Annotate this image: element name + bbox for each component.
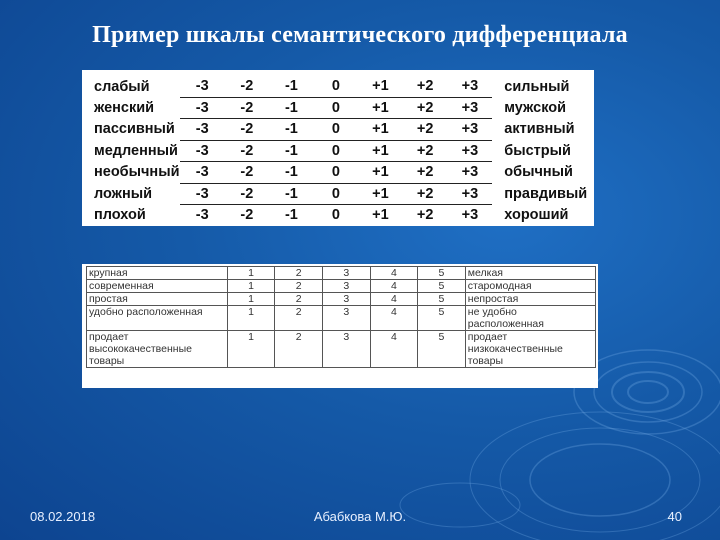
scale2-value: 4	[370, 280, 418, 293]
footer-date: 08.02.2018	[30, 509, 96, 524]
scale2-value: 5	[418, 331, 466, 368]
scale2-value: 1	[227, 306, 275, 331]
scale2-value: 5	[418, 267, 466, 280]
scale1-row	[92, 97, 594, 119]
semantic-differential-scale-five-point	[82, 264, 598, 388]
scale1-row	[92, 76, 594, 97]
scale1-value: +2	[403, 76, 448, 97]
scale1-value: -1	[269, 119, 314, 141]
scale1-left-adjective: медленный	[94, 142, 178, 159]
scale1-right-adjective: правдивый	[504, 185, 588, 202]
scale1-row	[92, 183, 594, 205]
scale1-value: -1	[269, 97, 314, 119]
scale2-row	[87, 293, 596, 306]
scale2-right-attribute: старомодная	[465, 280, 595, 293]
scale2-value: 4	[370, 331, 418, 368]
scale1-value: 0	[314, 76, 358, 97]
scale1-value: +2	[403, 162, 448, 184]
scale2-value: 2	[275, 293, 323, 306]
scale1-left-adjective: плохой	[94, 207, 146, 223]
scale2-value: 3	[322, 331, 370, 368]
scale2-value: 5	[418, 293, 466, 306]
scale1-value: 0	[314, 183, 358, 205]
scale1-value: +1	[358, 97, 403, 119]
scale1-value: +1	[358, 162, 403, 184]
scale1-value: 0	[314, 119, 358, 141]
scale1-value: -2	[225, 97, 270, 119]
scale1-value: +2	[416, 207, 434, 224]
scale1-value: -1	[284, 207, 298, 224]
scale1-value: +3	[461, 207, 479, 224]
scale1-value: -3	[180, 119, 225, 141]
scale1-right-adjective: мужской	[504, 99, 567, 116]
scale1-right-adjective: активный	[504, 121, 575, 138]
scale2-value: 4	[370, 293, 418, 306]
scale2-left-attribute: современная	[87, 280, 228, 293]
scale2-value: 1	[227, 267, 275, 280]
scale2-value: 2	[275, 306, 323, 331]
scale2-value: 2	[275, 280, 323, 293]
scale1-value: 0	[331, 207, 340, 224]
scale1-right-adjective: быстрый	[504, 142, 571, 159]
scale1-value: +3	[448, 119, 493, 141]
scale1-value: +3	[448, 140, 493, 162]
scale1-right-adjective: сильный	[504, 78, 570, 95]
scale2-row	[87, 306, 596, 331]
scale1-value: -3	[180, 97, 225, 119]
scale1-value: +1	[358, 183, 403, 205]
scale1-value: +2	[403, 97, 448, 119]
scale2-right-attribute: продает низкокачественные товары	[465, 331, 595, 368]
scale2-value: 4	[370, 267, 418, 280]
scale2-left-attribute: продает высококачественные товары	[87, 331, 228, 368]
scale1-value: -2	[225, 183, 270, 205]
scale1-left-adjective: необычный	[94, 164, 180, 181]
scale2-row	[87, 280, 596, 293]
scale2-value: 3	[322, 306, 370, 331]
scale1-value: +1	[358, 119, 403, 141]
scale2-right-attribute: мелкая	[465, 267, 595, 280]
scale1-row	[92, 119, 594, 141]
scale1-value: +1	[372, 207, 389, 224]
scale2-value: 1	[227, 293, 275, 306]
scale1-value: -1	[269, 140, 314, 162]
scale1-right-adjective: обычный	[504, 164, 573, 181]
five-point-table	[86, 266, 596, 368]
scale1-value: 0	[314, 140, 358, 162]
scale2-right-attribute: не удобно расположенная	[465, 306, 595, 331]
scale2-value: 3	[322, 293, 370, 306]
scale1-value: +3	[448, 76, 493, 97]
scale1-value: -2	[240, 207, 254, 224]
footer-page-number: 40	[667, 509, 682, 524]
scale1-value: +3	[448, 162, 493, 184]
scale2-row	[87, 267, 596, 280]
scale2-value: 3	[322, 267, 370, 280]
scale2-value: 5	[418, 306, 466, 331]
scale1-value: -3	[180, 76, 225, 97]
scale2-value: 2	[275, 331, 323, 368]
footer-author: Абабкова М.Ю.	[313, 509, 407, 524]
scale1-value: 0	[314, 97, 358, 119]
scale1-value: -2	[225, 76, 270, 97]
scale1-row	[92, 140, 594, 162]
scale1-value: +2	[403, 183, 448, 205]
scale1-value: -2	[225, 119, 270, 141]
scale1-value: +3	[448, 97, 493, 119]
scale2-value: 1	[227, 280, 275, 293]
scale1-left-adjective: женский	[94, 99, 155, 116]
scale1-value: -2	[225, 140, 270, 162]
scale1-row	[92, 205, 594, 226]
scale1-value: -1	[269, 162, 314, 184]
scale2-value: 3	[322, 280, 370, 293]
scale1-right-adjective: хороший	[504, 207, 569, 223]
scale2-value: 4	[370, 306, 418, 331]
scale2-left-attribute: удобно расположенная	[87, 306, 228, 331]
scale1-value: -2	[225, 162, 270, 184]
scale1-value: +2	[403, 140, 448, 162]
scale1-value: -1	[269, 183, 314, 205]
slide-title: Пример шкалы семантического дифференциала	[92, 22, 628, 48]
scale2-value: 1	[227, 331, 275, 368]
scale2-value: 5	[418, 280, 466, 293]
scale1-left-adjective: пассивный	[94, 121, 175, 138]
scale1-value: -3	[180, 140, 225, 162]
scale1-value: +2	[403, 119, 448, 141]
scale2-left-attribute: простая	[87, 293, 228, 306]
scale1-value: 0	[314, 162, 358, 184]
scale1-value: +1	[358, 76, 403, 97]
scale1-value: +3	[448, 183, 493, 205]
scale1-left-adjective: слабый	[94, 78, 150, 95]
scale1-value: +1	[358, 140, 403, 162]
scale1-value: -3	[195, 207, 209, 224]
scale2-value: 2	[275, 267, 323, 280]
scale1-value: -3	[180, 183, 225, 205]
scale1-value: -3	[180, 162, 225, 184]
scale1-value: -1	[269, 76, 314, 97]
scale2-left-attribute: крупная	[87, 267, 228, 280]
scale2-row	[87, 331, 596, 368]
scale1-row	[92, 162, 594, 184]
scale1-left-adjective: ложный	[94, 185, 153, 202]
semantic-differential-scale-seven-point	[82, 70, 594, 226]
seven-point-table	[92, 76, 594, 226]
scale2-right-attribute: непростая	[465, 293, 595, 306]
